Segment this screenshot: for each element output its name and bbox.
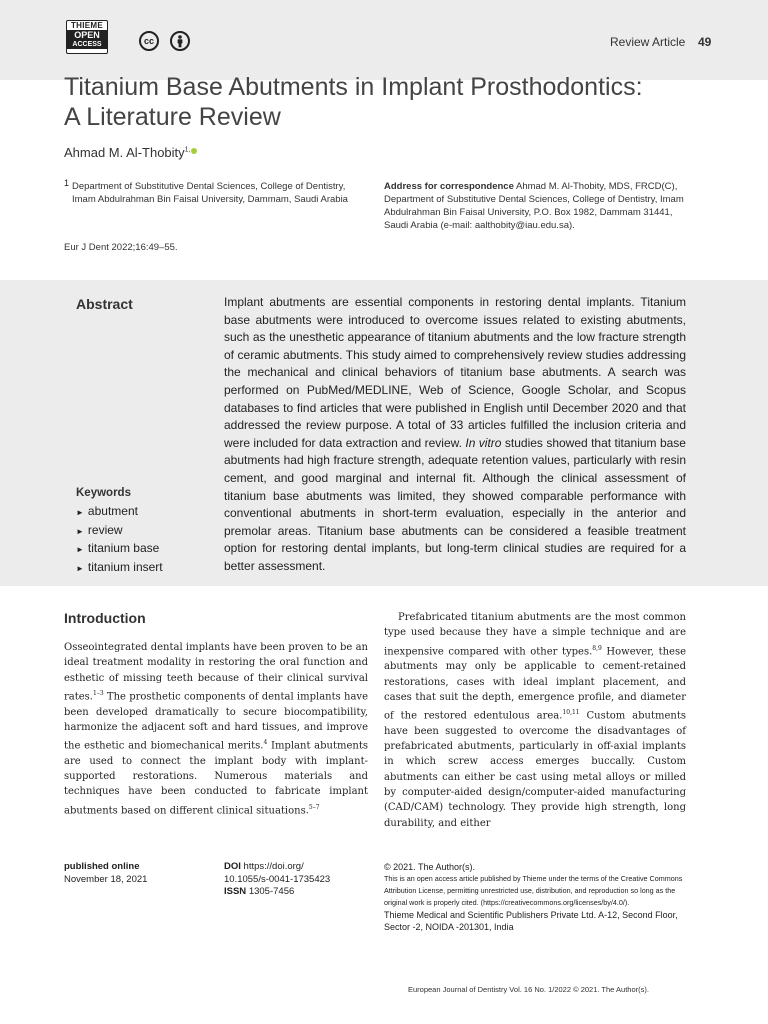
body-text: Prefabricated titanium abutments are the most common type used because they have a simple technique and are inexpensive compared with other types. [384, 612, 686, 657]
publication-info [64, 861, 147, 886]
article-type-label: Review Article [610, 35, 686, 49]
published-label: published online [64, 861, 140, 872]
arrow-icon: ► [76, 545, 84, 554]
author [64, 145, 197, 160]
doi-line2[interactable]: 10.1055/s-0041-1735423 [224, 873, 331, 885]
logo-line1: THIEME [70, 21, 104, 30]
license-text: This is an open access article published by Thieme under the terms of the Creative Commons Attribution License, permitting unrestricted use, distribution, and reproduction so long as the original work is properly cited. (https://creativecommons.org/licenses/by/4.0/). [384, 874, 683, 907]
publisher-address: Thieme Medical and Scientific Publishers Private Ltd. A-12, Second Floor, Sector -2, NOIDA -201301, India [384, 910, 678, 932]
keyword-item [76, 503, 163, 522]
abstract-text-part1: Implant abutments are essential components in restoring dental implants. Titanium base abutments were introduced to overcome issues related to existing abutments, such as the unesthetic appearance of titanium abutments and the low fracture strength of ceramic abutments. This study aimed to comprehensively review studies addressing the mechanical and clinical behaviors of titanium base abutments. A search was performed on PubMed/MEDLINE, Web of Science, Google Scholar, and Scopus databases to find articles that were published in English until December 2020 and that addressed the review purpose. A total of 33 articles fulfilled the inclusion criteria and were included for data extraction and review. [224, 295, 686, 450]
thieme-open-access-logo [66, 20, 108, 54]
abstract-text-part2: studies showed that titanium base abutments had high fracture strength, adequate retention values, particularly with resin cement, and good marginal and internal fit. Although the clinical assessment of titanium base abutments was limited, they showed comparable performance with conventional abutments in short-term evaluation, especially in the anterior and premolar areas. Titanium base abutments can be considered a feasible treatment option for restoring dental implants, but long-term clinical studies are required for a better assessment. [224, 435, 686, 573]
issn-value: 1305-7456 [246, 886, 295, 897]
arrow-icon: ► [76, 526, 84, 536]
body-text: Osseointegrated dental implants have been proven to be an ideal treatment modality in restoring the oral function and esthetic of missing teeth because of their clinical survival rates. [64, 642, 368, 703]
correspondence-address [384, 180, 684, 232]
abstract-heading: Abstract [76, 296, 133, 312]
reference-sup: 1–3 [93, 689, 104, 697]
creative-commons-icon: cc [139, 31, 159, 51]
journal-footer: European Journal of Dentistry Vol. 16 No. 1/2022 © 2021. The Author(s). [408, 985, 649, 994]
logo-line3: ACCESS [67, 40, 107, 49]
title-line2: A Literature Review [64, 103, 281, 131]
reference-sup: 4 [263, 739, 268, 747]
doi-line1[interactable]: https://doi.org/ [240, 861, 304, 872]
body-text: However, these abutments may only be applicable to cement-retained restorations, cases with ideal implant placement, and cases that suit the depth, emergence profile, and diameter of the restored edentulous area. [384, 645, 687, 722]
page-header [0, 0, 768, 80]
introduction-left-column [64, 640, 368, 818]
keyword-label: titanium insert [87, 559, 163, 574]
reference-sup: 8,9 [592, 644, 602, 652]
author-name: Ahmad M. Al-Thobity [64, 145, 185, 160]
arrow-icon: ► [76, 563, 84, 573]
abstract-italic: In vitro [465, 435, 502, 450]
published-date: November 18, 2021 [64, 873, 148, 885]
copyright-line: © 2021. The Author(s). [384, 862, 476, 872]
article-title [64, 72, 724, 132]
doi-info [224, 861, 330, 899]
citation: Eur J Dent 2022;16:49–55. [64, 242, 178, 253]
keyword-item [76, 522, 163, 541]
reference-sup: 10,11 [562, 709, 580, 717]
affiliation-text: Department of Substitutive Dental Sciences, College of Dentistry, Imam Abdulrahman Bin Faisal University, Dammam, Saudi Arabia [72, 181, 348, 205]
correspondence-label: Address for correspondence [384, 181, 514, 192]
abstract-text [224, 294, 686, 576]
keyword-item [76, 559, 163, 578]
author-affiliation-sup: 1, [184, 146, 191, 154]
issn-label: ISSN [224, 886, 247, 897]
keyword-item [76, 540, 163, 559]
affiliation-number: 1 [64, 178, 70, 188]
page-number: 49 [698, 35, 712, 49]
doi-label: DOI [224, 861, 241, 872]
logo-line2: OPEN [67, 30, 107, 40]
body-text: Custom abutments have been suggested to overcome the disadvantages of prefabricated abutments, particularly in off-axial implants in which screw access emerges buccally. Custom abutments can either be cast using metal alloys or milled by computer-aided design/computer-aided manufacturing (CAD/CAM) technology. They provide high strength, long durability, and either [384, 710, 686, 829]
keyword-label: abutment [87, 504, 138, 518]
keyword-label: review [87, 522, 123, 537]
body-text: The prosthetic components of dental implants have been developed dramatically to secure biocompatibility, harmonize the adjacent soft and hard tissues, and improve the esthetic and biomechanical merits. [64, 691, 368, 752]
introduction-right-column [384, 610, 686, 831]
body-text: Implant abutments are used to connect the implant body with implant-supported restorations. Numerous materials and techniques have been conducted to fabricate implant abutments based on different clinical situations. [64, 740, 368, 816]
title-line1: Titanium Base Abutments in Implant Prosthodontics: [64, 73, 643, 101]
keywords-heading: Keywords [76, 487, 131, 499]
introduction-heading: Introduction [64, 610, 146, 626]
keyword-label: titanium base [87, 541, 160, 555]
orcid-icon[interactable] [191, 148, 197, 154]
copyright-info [384, 861, 686, 933]
arrow-icon: ► [76, 508, 84, 517]
keywords-list [76, 503, 163, 577]
correspondence-text: Ahmad M. Al-Thobity, MDS, FRCD(C), Department of Substitutive Dental Sciences, College of Dentistry, Imam Abdulrahman Bin Faisal University, P.O. Box 1982, Dammam 31441, Saudi Arabia (e-mail: aalthobity@iau.edu.sa). [384, 181, 684, 231]
reference-sup: 5–7 [308, 803, 320, 811]
attribution-icon [170, 31, 190, 51]
